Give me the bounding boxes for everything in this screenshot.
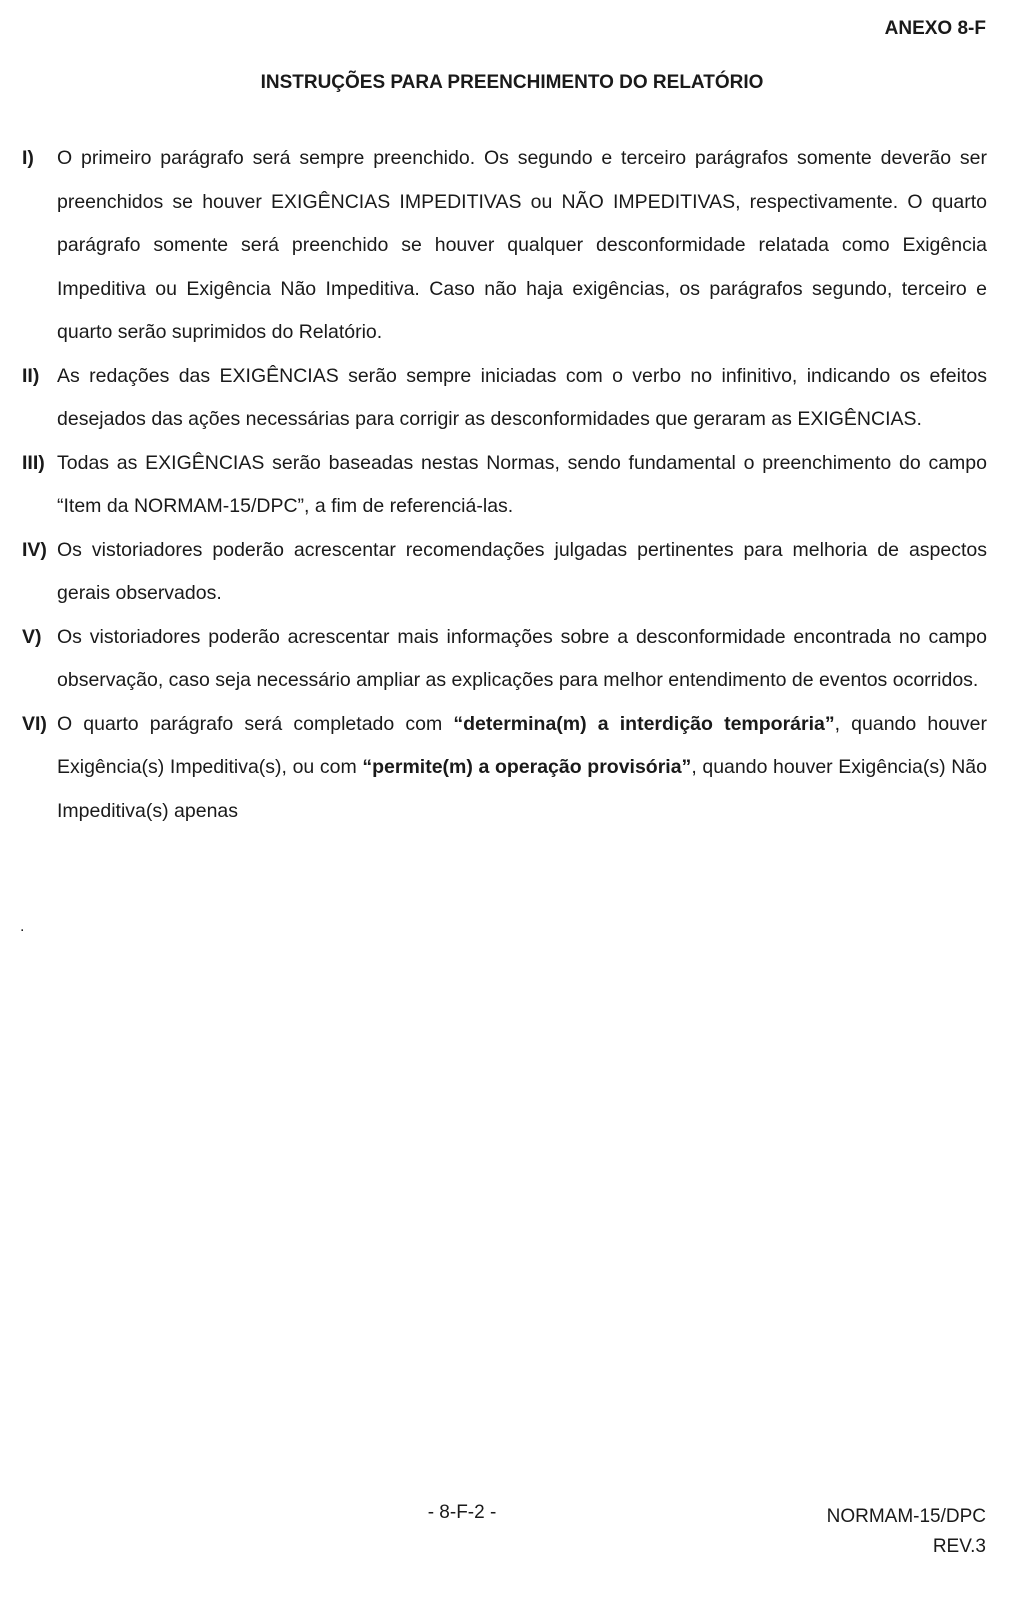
item-marker: II) [22, 364, 40, 387]
item-text: Os vistoriadores poderão acrescentar mais informações sobre a desconformidade encontrada no campo observação, caso seja necessário ampliar as explicações para melhor entendimento de eventos ocorridos. [57, 625, 987, 691]
item-text: , quando houver Exigência(s) Impeditiva(s), ou com [57, 712, 988, 778]
item-text: As redações das EXIGÊNCIAS serão sempre iniciadas com o verbo no infinitivo, indicando os efeitos desejados das ações necessárias para corrigir as desconformidades que geraram as EXIGÊNCIAS. [57, 364, 987, 430]
page-title: INSTRUÇÕES PARA PREENCHIMENTO DO RELATÓRIO [260, 72, 764, 93]
annex-label: ANEXO 8-F [884, 18, 986, 39]
instruction-item [22, 137, 987, 355]
norm-label: NORMAM-15/DPC [826, 1506, 986, 1527]
instruction-item [22, 355, 987, 442]
item-marker: I) [22, 147, 34, 169]
item-text: O quarto parágrafo será completado com [57, 712, 454, 735]
item-text: Os vistoriadores poderão acrescentar recomendações julgadas pertinentes para melhoria de aspectos gerais observados. [57, 538, 987, 604]
instruction-item [22, 529, 987, 616]
instruction-item [22, 442, 987, 529]
instructions-list [22, 137, 987, 833]
stray-mark: . [20, 918, 25, 935]
item-marker: VI) [22, 712, 47, 735]
item-text: Todas as EXIGÊNCIAS serão baseadas nestas Normas, sendo fundamental o preenchimento do campo “Item da NORMAM-15/DPC”, a fim de referenciá-las. [57, 451, 987, 517]
page-number: - 8-F-2 - [427, 1502, 497, 1523]
instruction-item [22, 616, 987, 703]
item-text-bold: “determina(m) a interdição temporária” [453, 712, 835, 735]
item-marker: V) [22, 625, 42, 648]
instruction-item [22, 703, 987, 834]
footer-reference [827, 1502, 986, 1562]
item-marker: IV) [22, 538, 47, 561]
item-text: , quando houver Exigência(s) Não Impeditiva(s) apenas [57, 756, 987, 822]
item-text: O primeiro parágrafo será sempre preenchido. Os segundo e terceiro parágrafos somente deverão ser preenchidos se houver EXIGÊNCIAS IMPEDITIVAS ou NÃO IMPEDITIVAS, respectivamente. O quarto parágrafo somente será preenchido se houver qualquer desconformidade relatada como Exigência Impeditiva ou Exigência Não Impeditiva. Caso não haja exigências, os parágrafos segundo, terceiro e quarto serão suprimidos do Relatório. [57, 147, 987, 343]
revision-label: REV.3 [932, 1536, 986, 1557]
item-marker: III) [22, 451, 45, 474]
item-text-bold: “permite(m) a operação provisória” [362, 756, 692, 778]
